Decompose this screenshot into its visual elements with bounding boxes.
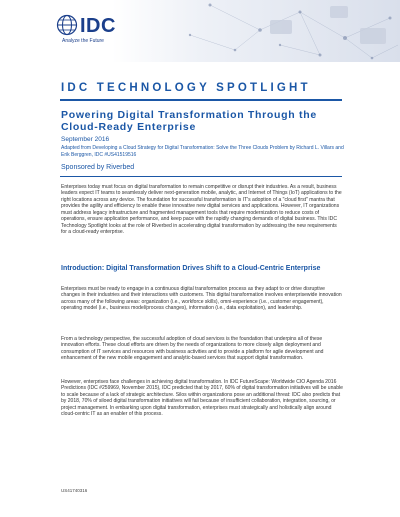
divider-top bbox=[60, 99, 342, 101]
body-paragraph: However, enterprises face challenges in achieving digital transformation. In IDC FutureScape: Worldwide CIO Agenda 2016 Predictions (IDC #259969, November 2015), IDC predicted that by 2017, 60% of digital transformation initiatives will be unable to scale because of a lack of strategic architecture. Silos within organizations pose an additional threat: IDC also predicts that by 2018, 70% of siloed digital transformation initiatives will fail because of insufficient collaboration, integration, sourcing, or project management. In embarking upon digital transformation, enterprises must strategically and holistically align around cloud-centric IT as an enabler of this process. bbox=[61, 379, 343, 418]
document-code: US41740316 bbox=[61, 488, 88, 493]
section-heading: Introduction: Digital Transformation Drives Shift to a Cloud-Centric Enterprise bbox=[61, 265, 321, 272]
idc-globe-icon bbox=[56, 14, 78, 36]
body-paragraph: Enterprises must be ready to engage in a continuous digital transformation process as they adapt to or drive disruptive changes in their industries and their interactions with customers. This digital transformation involves enterprisewide innovation across many of the following areas: organization (i.e., workforce skills), omni-experience (i.e., customer engagement), operating model (i.e., business model/process changes), information (i.e., data exploitation), and leadership. bbox=[61, 286, 342, 312]
header-band bbox=[0, 0, 400, 62]
document-title: Powering Digital Transformation Through the Cloud-Ready Enterprise bbox=[61, 109, 317, 133]
intro-paragraph: Enterprises today must focus on digital transformation to remain competitive or disrupt their industries. As a result, business leaders expect IT teams to seamlessly deliver next-generation mobile, analytic, and Internet of Things (IoT) applications to the right locations across any device. The foundation for successful transformation is IT's adoption of a "cloud first" mantra that provides the agility and efficiency to enable these innovative new digital services and applications. However, IT organizations must address legacy infrastructure and fragmented management tools that require modernization to reduce costs of operations, ensure application performance, and keep pace with the rapidly changing demands of digital business. This IDC Technology Spotlight looks at the role of Riverbed in accelerating digital transformation by addressing the new requirements for a cloud-ready enterprise. bbox=[61, 184, 342, 236]
adapted-from-note: Adapted from Developing a Cloud Strategy for Digital Transformation: Solve the Three Clouds Problem by Richard L. Villars and Erik Berggren, IDC #US41519516 bbox=[61, 145, 344, 159]
brand-tagline: Analyze the Future bbox=[62, 38, 104, 44]
report-type: IDC TECHNOLOGY SPOTLIGHT bbox=[61, 82, 311, 94]
body-paragraph: From a technology perspective, the successful adoption of cloud services is the foundation that underpins all of these innovation efforts. These cloud efforts are driven by the needs of organizations to more closely align deployment and consumption of IT services and resources with business activities and to provide a platform for agile development and enhancement of the new mobile engagement and analytic-based services that support digital transformation. bbox=[61, 336, 324, 362]
publication-date: September 2016 bbox=[61, 136, 110, 143]
brand-name: IDC bbox=[80, 15, 116, 37]
divider-sponsor bbox=[60, 176, 342, 177]
sponsor-line: Sponsored by Riverbed bbox=[61, 164, 135, 171]
